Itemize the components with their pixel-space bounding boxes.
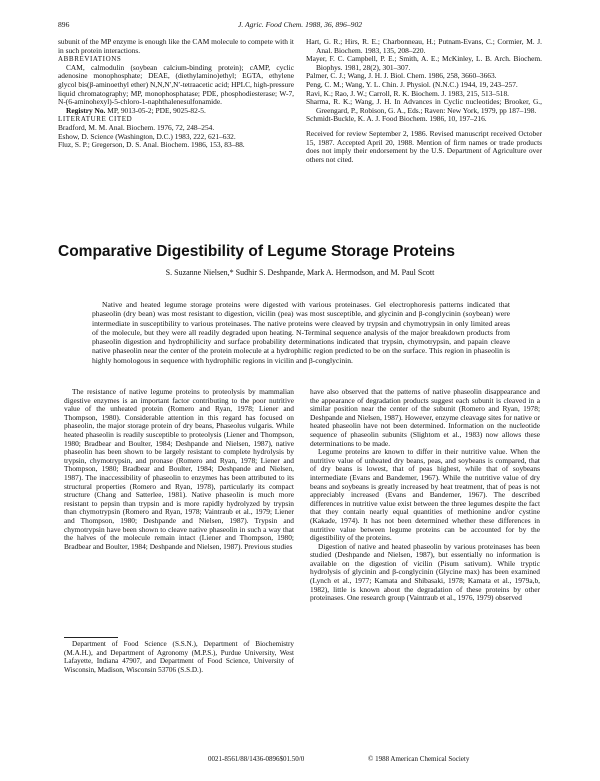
reference-item: Ravi, K.; Rao, J. W.; Carroll, R. K. Biochem. J. 1983, 215, 513–518. <box>306 88 510 98</box>
abstract: Native and heated legume storage proteins were digested with various proteinases. Gel electrophoresis patterns indicated that phaseolin (dry bean) was most resistant to digestion, vicilin (pea) was most susceptible, and glycinin and β-conglycinin (soybean) were intermediate in susceptibility to various proteinases. The native proteins were cleaved by trypsin and chymotrypsin in only limited areas of the molecule, but they were all readily degraded upon heating. N-Terminal sequence analysis of the major breakdown products from phaseolin digestion and hydrophilicity and surface probability determinations indicated that trypsin, chymotrypsin, and papain cleave native phaseolin near the center of the protein molecule at a hydrophilic region predicted to be on the surface. This region in phaseolin is highly homologous in sequence with hydrophilic regions in vicilin and β-conglycinin. <box>92 300 510 365</box>
running-header <box>58 20 542 32</box>
received-note: Received for review September 2, 1986. Revised manuscript received October 15, 1987. Accepted April 20, 1988. Mention of firm names or trade products does not imply their endorsement by the U.S. Department of Agriculture over others not cited. <box>306 128 542 164</box>
reference-item: Hart, G. R.; Hirs, R. E.; Charbonneau, H.; Putnam-Evans, C.; Cormier, M. J. Anal. Biochem. 1983, 135, 208–220. <box>306 37 542 55</box>
reference-item: Palmer, C. J.; Wang, J. H. J. Biol. Chem. 1986, 258, 3660–3663. <box>306 71 497 81</box>
reference-item: Mayer, F. C. Campbell, P. E.; Smith, A. E.; McKinley, L. B. Arch. Biochem. Biophys. 1981, 28(2), 301–307. <box>306 54 542 72</box>
prev-article-left-column <box>58 38 294 150</box>
abbreviations-text: CAM, calmodulin (soybean calcium-binding protein); cAMP, cyclic adenosine monophosphate; DEAE, (diethylamino)ethyl; EGTA, ethylene glycol bis(β-aminoethyl ether) N,N,N′,N′-tetraacetic acid; HPLC, high-pressure liquid chromatography; MP, monophosphatase; PDE, phosphodiesterase; W-7, N-(6-aminohexyl)-5-chloro-1-naphthalenesulfonamide. <box>58 62 294 107</box>
literature-heading: LITERATURE CITED <box>58 115 133 124</box>
body-paragraph: Legume proteins are known to differ in their nutritive value. When the nutritive value of unheated dry beans, peas, and soybeans is compared, that of dry beans is lowest, that of peas highest, while that of soybeans intermediate (Evans and Bandemer, 1967). While the nutritive value of dry beans and soybeans is greatly increased by heat treatment, that of peas is not appreciably increased (Evans and Bandemer, 1967). The described differences in nutritive value exist between the three legumes despite the fact that they contain nearly equal quantities of methionine and/or cystine (Kakade, 1974). It has not been determined whether these differences in nutritive value between legume proteins can be accounted for by the digestibility of the proteins. <box>310 447 540 543</box>
article-title: Comparative Digestibility of Legume Storage Proteins <box>58 243 456 260</box>
body-right-column <box>310 388 540 603</box>
reference-item: Bradford, M. M. Anal. Biochem. 1976, 72, 248–254. <box>58 122 215 132</box>
reference-item: Eshow, D. Science (Washington, D.C.) 1983, 222, 621–632. <box>58 131 236 141</box>
article-code: 0021-8561/88/1436-0896$01.50/0 <box>208 755 305 763</box>
reference-item: Sharma, R. K.; Wang, J. H. In Advances in Cyclic nucleotides; Brooker, G., Greengard, P., Robison, G. A., Eds.; Raven: New York, 1979, pp 187–198. <box>306 97 542 115</box>
reference-item: Schmidt-Buckle, K. A. J. Food Biochem. 1986, 10, 197–216. <box>306 114 487 124</box>
abbreviations-heading: ABBREVIATIONS <box>58 55 122 64</box>
article-authors: S. Suzanne Nielsen,* Sudhir S. Deshpande, Mark A. Hermodson, and M. Paul Scott <box>165 268 435 277</box>
body-paragraph: Digestion of native and heated phaseolin by various proteinases has been studied (Deshpande and Nielsen, 1987), but essentially no information is available on the digestion of vicilin (Pisum sativum). While tryptic hydrolysis of glycinin and β-conglycinin (Glycine max) has been examined (Lynch et al., 1977; Kamata and Shibasaki, 1978; Kamata et al., 1979a,b, 1982), little is known about the degradation of these proteins by other proteinases. One research group (Vaintraub et al., 1976, 1979) observed <box>310 541 540 603</box>
reference-item: Peng, C. M.; Wang, Y. L. Chin. J. Physiol. (N.N.C.) 1944, 19, 243–257. <box>306 79 518 89</box>
body-paragraph: have also observed that the patterns of native phaseolin disappearance and the appearance of degradation products suggest each subunit is cleaved in a similar position near the center of the subunit (Romero and Ryan, 1978; Deshpande and Nielsen, 1987). However, enzyme cleavage sites for native or heated phaseolin have not been determined. Information on the nucleotide sequence of phaseolin subunits (Slightom et al., 1983) now allows these determinations to be made. <box>310 387 540 448</box>
reference-item: Fluz, S. P.; Gregerson, D. S. Anal. Biochem. 1986, 153, 83–88. <box>58 140 245 150</box>
prev-article-right-column <box>306 38 542 164</box>
registry-label: Registry No. <box>66 105 106 115</box>
copyright: © 1988 American Chemical Society <box>368 755 470 763</box>
body-paragraph: The resistance of native legume proteins to proteolysis by mammalian digestive enzymes is an important factor contributing to the poor nutritive value of the unheated protein (Romero and Ryan, 1978; Liener and Thompson, 1980). Considerable attention in this regard has focused on phaseolin, the major storage protein of dry beans, Phaseolus vulgaris. While heated phaseolin is readily susceptible to proteolysis (Liener and Thompson, 1980; Bradbear and Boulter, 1984; Deshpande and Nielsen, 1987), native phaseolin has been shown to be largely resistant to complete hydrolysis by trypsin, chymotrypsin, and pronase (Romero and Ryan, 1978; Liener and Thompson, 1980; Bradbear and Boulter, 1984; Deshpande and Nielsen, 1987). The inaccessibility of phaseolin to enzymes has been attributed to its structural properties (Romero and Ryan, 1978), particularly its compact structure (Chang and Satterlee, 1981). Native phaseolin is much more resistant to pepsin than trypsin and is more rapidly hydrolyzed by trypsin than chymotrypsin (Romero and Ryan, 1978; Vaintraub et al., 1979; Liener and Thompson, 1980; Deshpande and Nielsen, 1987). Trypsin and chymotrypsin have been shown to cleave native phaseolin in such a way that the halves of the molecule remain intact (Liener and Thompson, 1980; Bradbear and Boulter, 1984; Deshpande and Nielsen, 1987). Previous studies <box>64 387 294 551</box>
body-left-column <box>64 388 294 551</box>
prev-article-ending: subunit of the MP enzyme is enough like the CAM molecule to compete with it in such protein interactions. <box>58 37 294 55</box>
journal-citation: J. Agric. Food Chem. 1988, 36, 896–902 <box>237 20 363 29</box>
footnote-rule <box>64 637 118 638</box>
registry-numbers: MP, 9013-05-2; PDE, 9025-82-5. <box>107 105 206 115</box>
affiliation-footnote: Department of Food Science (S.S.N.), Department of Biochemistry (M.A.H.), and Department of Agronomy (M.P.S.), Purdue University, West Lafayette, Indiana 47907, and Department of Food Science, University of Wisconsin, Madison, Wisconsin 53706 (S.S.D.). <box>64 640 294 674</box>
page-number: 896 <box>58 20 70 29</box>
